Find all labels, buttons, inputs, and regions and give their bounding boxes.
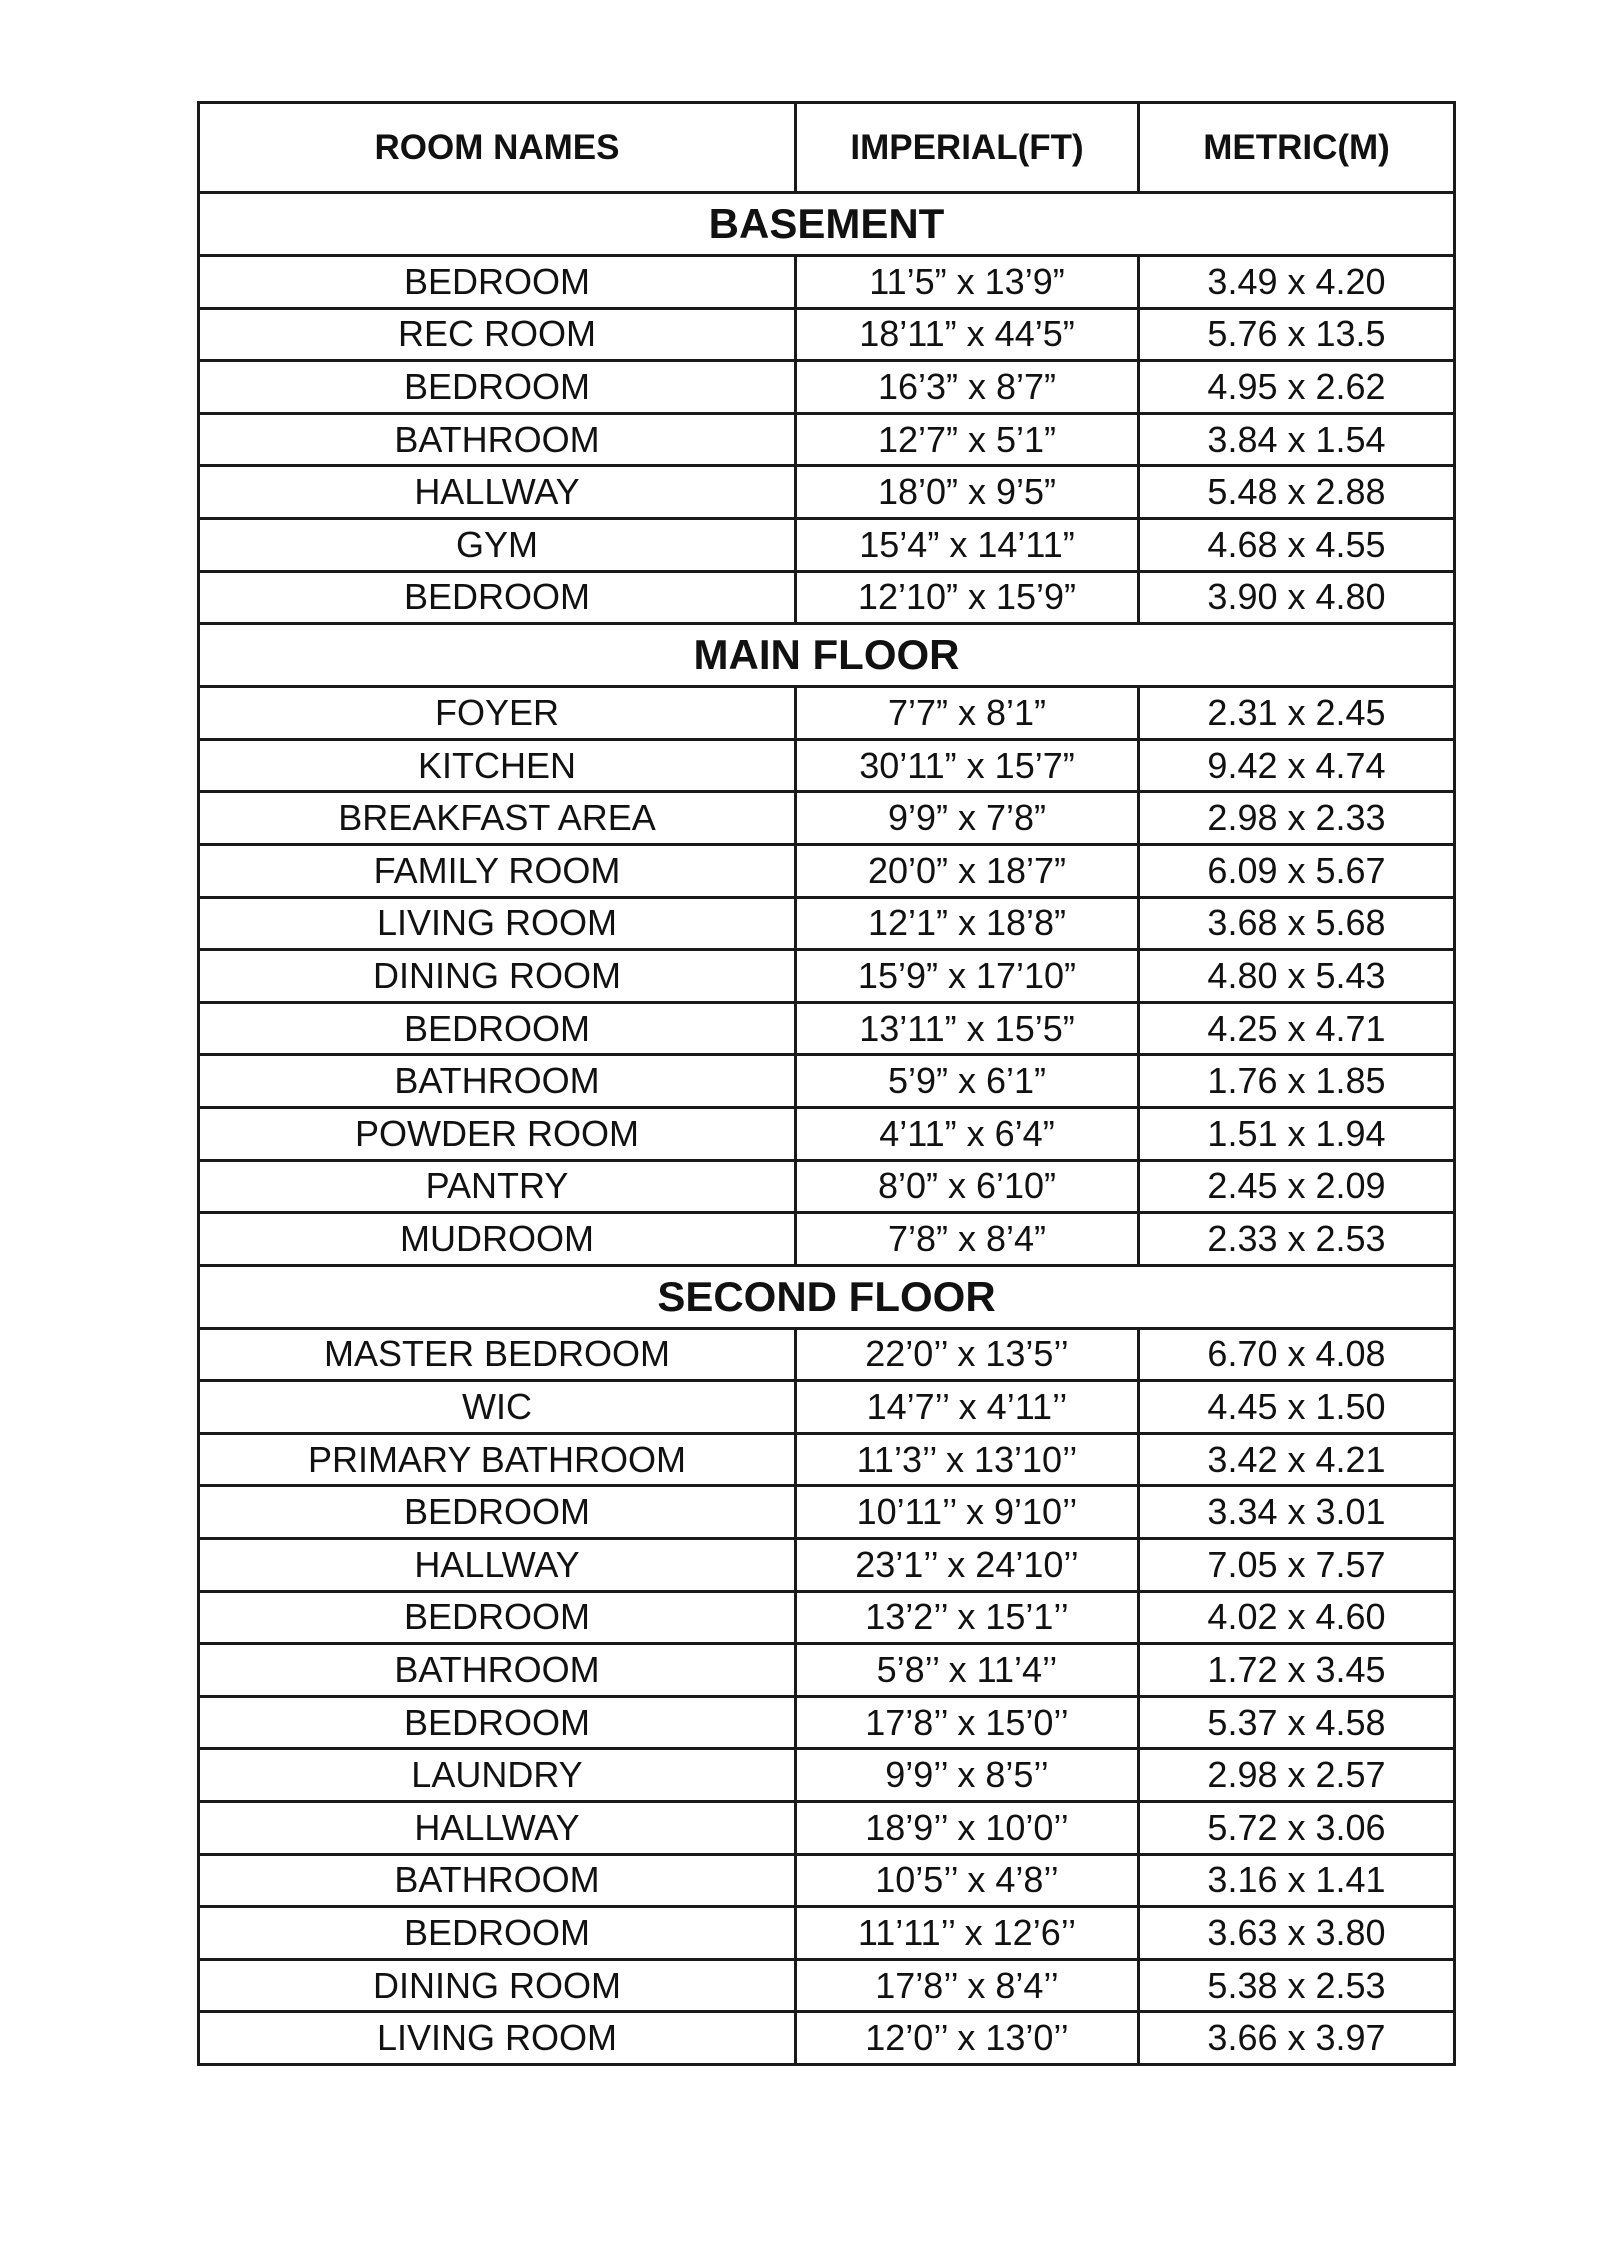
table-row [199,1696,1455,1749]
metric-cell: 3.63 x 3.80 [1139,1907,1455,1960]
room-name-cell: FOYER [199,687,796,740]
room-names-header: ROOM NAMES [199,103,796,193]
metric-cell: 5.48 x 2.88 [1139,466,1455,519]
imperial-cell: 4’11” x 6’4” [796,1107,1139,1160]
imperial-cell: 20’0” x 18’7” [796,844,1139,897]
metric-cell: 3.90 x 4.80 [1139,571,1455,624]
metric-cell: 2.98 x 2.33 [1139,792,1455,845]
room-name-cell: GYM [199,518,796,571]
table-row [199,897,1455,950]
room-name-cell: MASTER BEDROOM [199,1328,796,1381]
room-name-cell: BEDROOM [199,1696,796,1749]
section-title: MAIN FLOOR [199,624,1455,687]
metric-cell: 9.42 x 4.74 [1139,739,1455,792]
imperial-cell: 17’8’’ x 8’4’’ [796,1959,1139,2012]
metric-cell: 5.76 x 13.5 [1139,308,1455,361]
table-row [199,950,1455,1003]
table-row [199,1381,1455,1434]
table-row [199,1591,1455,1644]
table-row [199,518,1455,571]
imperial-cell: 18’9’’ x 10’0’’ [796,1802,1139,1855]
imperial-cell: 18’0” x 9’5” [796,466,1139,519]
room-name-cell: BATHROOM [199,413,796,466]
imperial-cell: 11’11’’ x 12’6’’ [796,1907,1139,1960]
metric-cell: 2.33 x 2.53 [1139,1213,1455,1266]
imperial-cell: 16’3” x 8’7” [796,361,1139,414]
metric-cell: 4.02 x 4.60 [1139,1591,1455,1644]
imperial-cell: 13’11” x 15’5” [796,1002,1139,1055]
imperial-cell: 12’7” x 5’1” [796,413,1139,466]
metric-cell: 1.76 x 1.85 [1139,1055,1455,1108]
table-row [199,1802,1455,1855]
room-name-cell: LIVING ROOM [199,897,796,950]
table-header [199,103,1455,193]
metric-cell: 2.98 x 2.57 [1139,1749,1455,1802]
metric-cell: 5.72 x 3.06 [1139,1802,1455,1855]
room-name-cell: BEDROOM [199,256,796,309]
room-name-cell: PANTRY [199,1160,796,1213]
imperial-cell: 12’1” x 18’8” [796,897,1139,950]
table-row [199,1002,1455,1055]
table-row [199,308,1455,361]
imperial-cell: 18’11” x 44’5” [796,308,1139,361]
imperial-cell: 22’0’’ x 13’5’’ [796,1328,1139,1381]
metric-cell: 1.72 x 3.45 [1139,1644,1455,1697]
imperial-cell: 7’8” x 8’4” [796,1213,1139,1266]
metric-cell: 1.51 x 1.94 [1139,1107,1455,1160]
table-row [199,792,1455,845]
metric-cell: 3.42 x 4.21 [1139,1433,1455,1486]
room-name-cell: BEDROOM [199,1591,796,1644]
table-row [199,739,1455,792]
table-row [199,2012,1455,2065]
table-row [199,1433,1455,1486]
metric-cell: 3.66 x 3.97 [1139,2012,1455,2065]
table-row [199,1644,1455,1697]
imperial-cell: 7’7” x 8’1” [796,687,1139,740]
metric-cell: 5.37 x 4.58 [1139,1696,1455,1749]
metric-cell: 4.45 x 1.50 [1139,1381,1455,1434]
imperial-cell: 15’4” x 14’11” [796,518,1139,571]
table-row [199,1328,1455,1381]
room-dimensions-table [197,101,1456,2066]
room-name-cell: BEDROOM [199,1002,796,1055]
metric-cell: 2.45 x 2.09 [1139,1160,1455,1213]
metric-cell: 3.68 x 5.68 [1139,897,1455,950]
table-row [199,1160,1455,1213]
imperial-cell: 9’9’’ x 8’5’’ [796,1749,1139,1802]
room-name-cell: POWDER ROOM [199,1107,796,1160]
room-name-cell: DINING ROOM [199,1959,796,2012]
table-row [199,1907,1455,1960]
room-name-cell: REC ROOM [199,308,796,361]
metric-cell: 4.25 x 4.71 [1139,1002,1455,1055]
room-name-cell: BREAKFAST AREA [199,792,796,845]
table-row [199,1749,1455,1802]
table-row [199,844,1455,897]
table-row [199,1959,1455,2012]
table-row [199,256,1455,309]
metric-cell: 4.80 x 5.43 [1139,950,1455,1003]
imperial-cell: 10’5’’ x 4’8’’ [796,1854,1139,1907]
imperial-cell: 10’11’’ x 9’10’’ [796,1486,1139,1539]
table-row [199,687,1455,740]
room-name-cell: HALLWAY [199,466,796,519]
room-name-cell: BEDROOM [199,1486,796,1539]
imperial-cell: 15’9” x 17’10” [796,950,1139,1003]
metric-cell: 3.34 x 3.01 [1139,1486,1455,1539]
metric-cell: 6.09 x 5.67 [1139,844,1455,897]
room-name-cell: BATHROOM [199,1055,796,1108]
room-name-cell: LAUNDRY [199,1749,796,1802]
room-name-cell: MUDROOM [199,1213,796,1266]
metric-cell: 3.49 x 4.20 [1139,256,1455,309]
metric-header: METRIC(M) [1139,103,1455,193]
room-name-cell: HALLWAY [199,1539,796,1592]
section-title: BASEMENT [199,193,1455,256]
table-row [199,1107,1455,1160]
imperial-cell: 8’0” x 6’10” [796,1160,1139,1213]
room-name-cell: BEDROOM [199,1907,796,1960]
metric-cell: 5.38 x 2.53 [1139,1959,1455,2012]
table-row [199,466,1455,519]
room-name-cell: FAMILY ROOM [199,844,796,897]
imperial-cell: 17’8’’ x 15’0’’ [796,1696,1139,1749]
metric-cell: 4.95 x 2.62 [1139,361,1455,414]
imperial-header: IMPERIAL(FT) [796,103,1139,193]
metric-cell: 7.05 x 7.57 [1139,1539,1455,1592]
room-name-cell: BEDROOM [199,571,796,624]
imperial-cell: 30’11” x 15’7” [796,739,1139,792]
metric-cell: 6.70 x 4.08 [1139,1328,1455,1381]
room-name-cell: DINING ROOM [199,950,796,1003]
metric-cell: 3.84 x 1.54 [1139,413,1455,466]
imperial-cell: 5’8’’ x 11’4’’ [796,1644,1139,1697]
imperial-cell: 13’2’’ x 15’1’’ [796,1591,1139,1644]
section-row [199,193,1455,256]
room-name-cell: PRIMARY BATHROOM [199,1433,796,1486]
room-name-cell: HALLWAY [199,1802,796,1855]
imperial-cell: 23’1’’ x 24’10’’ [796,1539,1139,1592]
room-name-cell: BATHROOM [199,1644,796,1697]
imperial-cell: 14’7’’ x 4’11’’ [796,1381,1139,1434]
table-row [199,361,1455,414]
imperial-cell: 5’9” x 6’1” [796,1055,1139,1108]
section-row [199,1265,1455,1328]
table-row [199,571,1455,624]
imperial-cell: 12’10” x 15’9” [796,571,1139,624]
imperial-cell: 9’9” x 7’8” [796,792,1139,845]
imperial-cell: 12’0’’ x 13’0’’ [796,2012,1139,2065]
metric-cell: 2.31 x 2.45 [1139,687,1455,740]
imperial-cell: 11’5” x 13’9” [796,256,1139,309]
room-name-cell: KITCHEN [199,739,796,792]
table-row [199,1055,1455,1108]
table-row [199,1213,1455,1266]
room-name-cell: BEDROOM [199,361,796,414]
table-body [199,193,1455,2065]
section-title: SECOND FLOOR [199,1265,1455,1328]
table-row [199,1539,1455,1592]
table-row [199,1486,1455,1539]
table-row [199,1854,1455,1907]
metric-cell: 3.16 x 1.41 [1139,1854,1455,1907]
imperial-cell: 11’3’’ x 13’10’’ [796,1433,1139,1486]
header-row [199,103,1455,193]
section-row [199,624,1455,687]
room-name-cell: LIVING ROOM [199,2012,796,2065]
table-row [199,413,1455,466]
metric-cell: 4.68 x 4.55 [1139,518,1455,571]
room-name-cell: BATHROOM [199,1854,796,1907]
room-name-cell: WIC [199,1381,796,1434]
